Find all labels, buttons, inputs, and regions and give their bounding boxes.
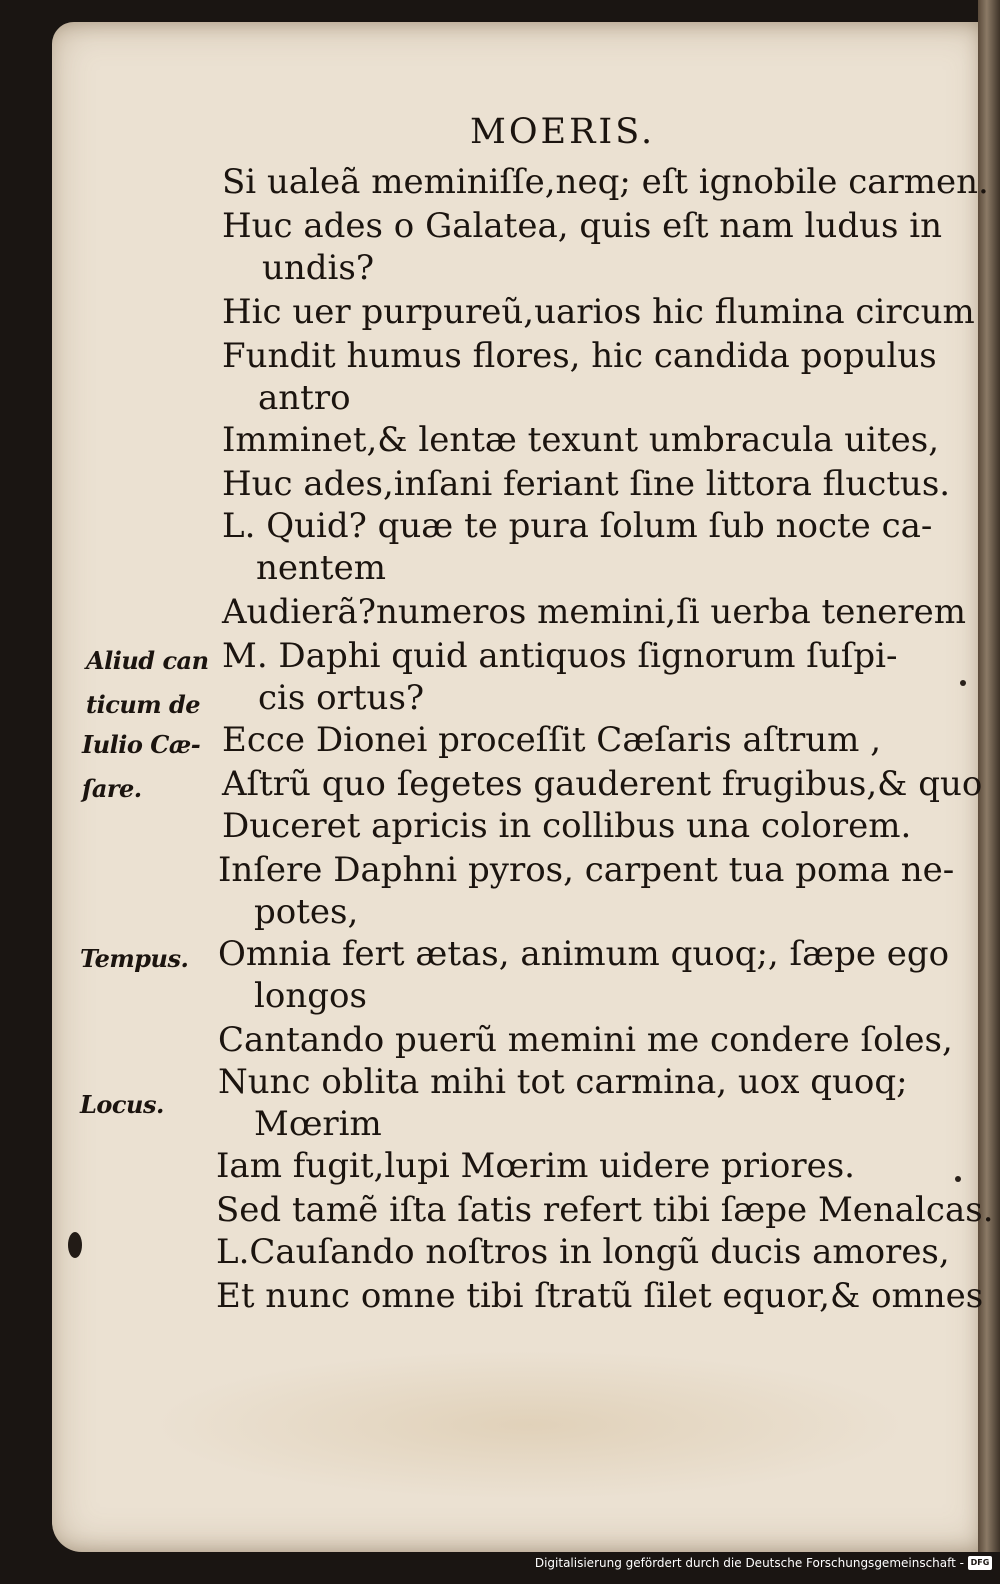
dfg-logo: DFG (968, 1556, 992, 1570)
verse-line: undis? (262, 248, 375, 288)
verse-line: Inſere Daphni pyros, carpent tua poma ne- (218, 850, 955, 890)
verse-line: Aſtrũ quo ſegetes gauderent frugibus,& quo (222, 764, 983, 804)
verse-line: potes, (254, 892, 359, 932)
verse-line: Imminet,& lentæ texunt umbracula uites, (222, 420, 940, 460)
verse-line: Nunc oblita mihi tot carmina, uox quoq; (218, 1062, 908, 1102)
verse-line: Sed tamẽ iſta ſatis refert tibi ſæpe Menalcas. (216, 1190, 994, 1230)
marginal-note: Aliud can (86, 646, 209, 675)
marginal-note: Iulio Cæ- (82, 730, 201, 759)
verse-line: Hic uer purpureũ,uarios hic flumina circum (222, 292, 975, 332)
verse-line: Huc ades,inſani feriant ſine littora fluctus. (222, 464, 951, 504)
verse-line: longos (254, 976, 367, 1016)
ink-spot (960, 680, 966, 686)
verse-line: L.Cauſando noſtros in longũ ducis amores, (216, 1232, 950, 1272)
verse-line: M. Daphi quid antiquos ſignorum ſuſpi- (222, 636, 898, 676)
verse-line: Cantando puerũ memini me condere ſoles, (218, 1020, 953, 1060)
water-stain (150, 1350, 910, 1500)
verse-line: Ecce Dionei proceſſit Cæſaris aſtrum , (222, 720, 882, 760)
verse-line: Audierã?numeros memini,ſi uerba tenerem (222, 592, 966, 632)
marginal-note: ſare. (82, 774, 142, 803)
running-head: MOERIS. (470, 112, 656, 152)
verse-line: Iam fugit,lupi Mœrim uidere priores. (216, 1146, 855, 1186)
verse-line: L. Quid? quæ te pura ſolum ſub nocte ca- (222, 506, 933, 546)
verse-line: Duceret apricis in collibus una colorem. (222, 806, 912, 846)
verse-line: Mœrim (254, 1104, 382, 1144)
marginal-note: ticum de (86, 690, 201, 719)
verse-line: Huc ades o Galatea, quis eſt nam ludus in (222, 206, 942, 246)
verse-line: antro (258, 378, 351, 418)
verse-line: Fundit humus flores, hic candida populus (222, 336, 937, 376)
verse-line: Omnia fert ætas, animum quoq;, ſæpe ego (218, 934, 950, 974)
verse-line: Si ualeã meminiſſe,neq; eſt ignobile carmen. (222, 162, 989, 202)
verse-line: cis ortus? (258, 678, 425, 718)
verse-line: Et nunc omne tibi ſtratũ ſilet equor,& omnes (216, 1276, 984, 1316)
marginal-note: Tempus. (80, 944, 189, 973)
funding-credit: Digitalisierung gefördert durch die Deutsche Forschungsgemeinschaft - (534, 1556, 964, 1570)
marginal-note: Locus. (80, 1090, 164, 1119)
worm-hole (68, 1232, 82, 1258)
ink-spot (955, 1176, 961, 1182)
verse-line: nentem (256, 548, 386, 588)
